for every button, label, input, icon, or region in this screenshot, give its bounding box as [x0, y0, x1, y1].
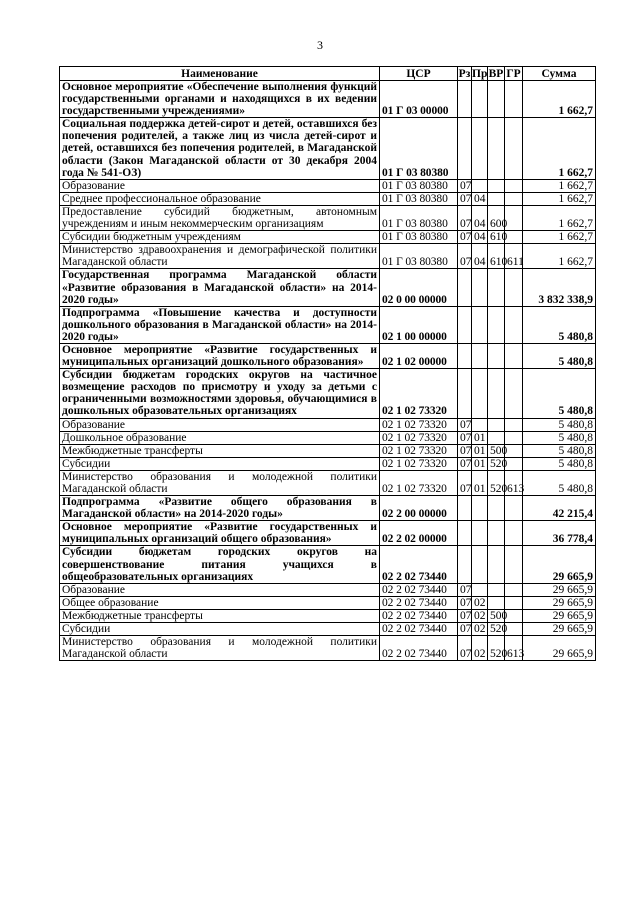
cell-sum: 1 662,7: [523, 244, 596, 269]
cell-sum: 42 215,4: [523, 496, 596, 521]
cell-gr: [505, 306, 523, 343]
table-row: [60, 118, 596, 179]
cell-sum: 29 665,9: [523, 596, 596, 609]
table-row: [60, 244, 596, 269]
cell-sum: 29 665,9: [523, 609, 596, 622]
table-row: [60, 623, 596, 636]
cell-sum: 5 480,8: [523, 470, 596, 495]
cell-vr: [488, 431, 505, 444]
cell-vr: [488, 546, 505, 583]
table-row: [60, 81, 596, 118]
cell-rz: 07: [458, 470, 472, 495]
cell-rz: 07: [458, 583, 472, 596]
cell-csr: 02 2 02 73440: [380, 583, 458, 596]
cell-sum: 1 662,7: [523, 179, 596, 192]
table-row: [60, 444, 596, 457]
cell-name: Министерство здравоохранения и демографической политики Магаданской области: [60, 244, 380, 269]
header-gr: ГР: [506, 67, 521, 80]
cell-csr: 02 1 00 00000: [380, 306, 458, 343]
cell-vr: [488, 179, 505, 192]
cell-csr: 02 2 02 73440: [380, 546, 458, 583]
cell-name: Образование: [60, 418, 380, 431]
cell-vr: [488, 521, 505, 546]
cell-name: Подпрограмма «Повышение качества и доступности дошкольного образования в Магаданской области» на 2014-2020 годы»: [60, 306, 380, 343]
table-header-row: [60, 67, 596, 81]
cell-gr: [505, 118, 523, 179]
cell-rz: [458, 118, 472, 179]
cell-name: Основное мероприятие «Развитие государственных и муниципальных организаций дошкольного образования»: [60, 343, 380, 368]
cell-name: Субсидии бюджетным учреждениям: [60, 231, 380, 244]
cell-vr: 520: [488, 636, 505, 661]
cell-pr: 01: [472, 457, 488, 470]
cell-vr: 610: [488, 231, 505, 244]
cell-vr: [488, 269, 505, 306]
table-row: [60, 306, 596, 343]
table-row: [60, 470, 596, 495]
cell-gr: [505, 205, 523, 230]
table-row: [60, 583, 596, 596]
cell-sum: 1 662,7: [523, 192, 596, 205]
cell-gr: [505, 431, 523, 444]
cell-rz: 07: [458, 444, 472, 457]
cell-gr: [505, 179, 523, 192]
cell-gr: 611: [505, 244, 523, 269]
table-row: [60, 343, 596, 368]
cell-rz: 07: [458, 192, 472, 205]
cell-name: Социальная поддержка детей-сирот и детей, оставшихся без попечения родителей, а также лиц из числа детей-сирот и детей, оставшихся без попечения родителей, в Магаданской области (Закон Магаданской области от 30 декабря 2004 года № 541-ОЗ): [60, 118, 380, 179]
cell-rz: 07: [458, 636, 472, 661]
cell-csr: 02 1 02 73320: [380, 431, 458, 444]
cell-pr: [472, 179, 488, 192]
cell-vr: 600: [488, 205, 505, 230]
cell-rz: [458, 369, 472, 418]
table-row: [60, 192, 596, 205]
cell-pr: [472, 343, 488, 368]
cell-sum: 5 480,8: [523, 444, 596, 457]
cell-rz: [458, 269, 472, 306]
cell-csr: 02 1 02 73320: [380, 444, 458, 457]
cell-vr: [488, 596, 505, 609]
cell-name: Государственная программа Магаданской области «Развитие образования в Магаданской области» на 2014-2020 годы»: [60, 269, 380, 306]
budget-table: [59, 66, 596, 661]
table-row: [60, 431, 596, 444]
cell-vr: 520: [488, 623, 505, 636]
cell-rz: 07: [458, 431, 472, 444]
cell-csr: 01 Г 03 80380: [380, 118, 458, 179]
table-row: [60, 179, 596, 192]
cell-sum: 29 665,9: [523, 636, 596, 661]
cell-rz: [458, 81, 472, 118]
cell-pr: 04: [472, 244, 488, 269]
cell-vr: 520: [488, 470, 505, 495]
cell-sum: 5 480,8: [523, 306, 596, 343]
cell-gr: [505, 546, 523, 583]
cell-name: Министерство образования и молодежной политики Магаданской области: [60, 636, 380, 661]
cell-rz: [458, 546, 472, 583]
table-row: [60, 546, 596, 583]
cell-name: Министерство образования и молодежной политики Магаданской области: [60, 470, 380, 495]
cell-csr: 02 1 02 73320: [380, 457, 458, 470]
cell-gr: [505, 192, 523, 205]
cell-pr: 02: [472, 609, 488, 622]
cell-gr: [505, 369, 523, 418]
cell-vr: 520: [488, 457, 505, 470]
cell-pr: 01: [472, 444, 488, 457]
cell-name: Субсидии: [60, 623, 380, 636]
cell-csr: 02 2 02 73440: [380, 609, 458, 622]
header-name: Наименование: [60, 67, 380, 81]
cell-csr: 01 Г 03 80380: [380, 244, 458, 269]
cell-csr: 02 2 02 73440: [380, 636, 458, 661]
cell-pr: [472, 496, 488, 521]
cell-pr: [472, 118, 488, 179]
cell-name: Предоставление субсидий бюджетным, автономным учреждениям и иным некоммерческим организациям: [60, 205, 380, 230]
cell-sum: 5 480,8: [523, 418, 596, 431]
cell-rz: 07: [458, 244, 472, 269]
cell-gr: [505, 269, 523, 306]
table-row: [60, 418, 596, 431]
cell-pr: [472, 521, 488, 546]
cell-name: Основное мероприятие «Развитие государственных и муниципальных организаций общего образования»: [60, 521, 380, 546]
page-number: 3: [317, 38, 323, 52]
table-row: [60, 521, 596, 546]
cell-name: Образование: [60, 583, 380, 596]
cell-pr: 04: [472, 192, 488, 205]
cell-csr: 01 Г 03 80380: [380, 192, 458, 205]
table-row: [60, 269, 596, 306]
cell-csr: 02 0 00 00000: [380, 269, 458, 306]
cell-gr: [505, 418, 523, 431]
cell-vr: [488, 306, 505, 343]
cell-pr: 04: [472, 205, 488, 230]
cell-pr: [472, 546, 488, 583]
cell-vr: 500: [488, 609, 505, 622]
cell-sum: 1 662,7: [523, 81, 596, 118]
cell-rz: 07: [458, 623, 472, 636]
cell-pr: [472, 583, 488, 596]
cell-pr: 01: [472, 431, 488, 444]
cell-vr: [488, 418, 505, 431]
cell-rz: [458, 496, 472, 521]
cell-csr: 02 1 02 73320: [380, 470, 458, 495]
cell-name: Среднее профессиональное образование: [60, 192, 380, 205]
cell-pr: [472, 81, 488, 118]
cell-sum: 1 662,7: [523, 118, 596, 179]
cell-gr: [505, 444, 523, 457]
table-row: [60, 609, 596, 622]
cell-name: Основное мероприятие «Обеспечение выполнения функций государственными органами и находящихся в их ведении государственными учреждениями»: [60, 81, 380, 118]
header-csr: ЦСР: [380, 67, 458, 81]
cell-pr: 01: [472, 470, 488, 495]
cell-gr: [505, 521, 523, 546]
cell-gr: [505, 596, 523, 609]
table-row: [60, 205, 596, 230]
cell-vr: [488, 192, 505, 205]
cell-sum: 1 662,7: [523, 231, 596, 244]
cell-gr: 613: [505, 470, 523, 495]
cell-pr: [472, 269, 488, 306]
cell-csr: 02 2 02 73440: [380, 596, 458, 609]
cell-vr: [488, 583, 505, 596]
cell-vr: 500: [488, 444, 505, 457]
cell-rz: 07: [458, 457, 472, 470]
cell-sum: 29 665,9: [523, 583, 596, 596]
table-row: [60, 369, 596, 418]
cell-gr: 613: [505, 636, 523, 661]
cell-sum: 5 480,8: [523, 457, 596, 470]
cell-gr: [505, 343, 523, 368]
table-row: [60, 596, 596, 609]
cell-name: Межбюджетные трансферты: [60, 444, 380, 457]
cell-csr: 02 1 02 73320: [380, 418, 458, 431]
cell-pr: [472, 418, 488, 431]
cell-rz: 07: [458, 205, 472, 230]
cell-pr: [472, 369, 488, 418]
cell-vr: [488, 369, 505, 418]
cell-pr: 02: [472, 596, 488, 609]
header-sum: Сумма: [523, 67, 596, 81]
cell-gr: [505, 583, 523, 596]
cell-gr: [505, 81, 523, 118]
cell-vr: 610: [488, 244, 505, 269]
cell-csr: 02 1 02 00000: [380, 343, 458, 368]
header-pr: Пр: [472, 67, 488, 80]
cell-rz: 07: [458, 231, 472, 244]
header-vr: ВР: [488, 67, 504, 80]
cell-name: Субсидии бюджетам городских округов на совершенствование питания учащихся в общеобразовательных организациях: [60, 546, 380, 583]
cell-gr: [505, 496, 523, 521]
cell-rz: [458, 521, 472, 546]
cell-rz: [458, 306, 472, 343]
cell-sum: 1 662,7: [523, 205, 596, 230]
cell-csr: 01 Г 03 80380: [380, 179, 458, 192]
cell-name: Образование: [60, 179, 380, 192]
cell-pr: 04: [472, 231, 488, 244]
cell-sum: 5 480,8: [523, 343, 596, 368]
table-row: [60, 496, 596, 521]
cell-vr: [488, 343, 505, 368]
cell-vr: [488, 496, 505, 521]
cell-vr: [488, 81, 505, 118]
cell-csr: 01 Г 03 80380: [380, 205, 458, 230]
cell-name: Дошкольное образование: [60, 431, 380, 444]
cell-rz: 07: [458, 418, 472, 431]
cell-name: Общее образование: [60, 596, 380, 609]
cell-sum: 5 480,8: [523, 369, 596, 418]
cell-sum: 36 778,4: [523, 521, 596, 546]
cell-rz: 07: [458, 596, 472, 609]
cell-gr: [505, 231, 523, 244]
cell-rz: 07: [458, 609, 472, 622]
cell-name: Межбюджетные трансферты: [60, 609, 380, 622]
table-row: [60, 636, 596, 661]
header-rz: Рз: [458, 67, 471, 80]
cell-rz: 07: [458, 179, 472, 192]
cell-csr: 01 Г 03 80380: [380, 231, 458, 244]
cell-csr: 02 2 02 73440: [380, 623, 458, 636]
cell-sum: 29 665,9: [523, 623, 596, 636]
cell-pr: 02: [472, 636, 488, 661]
cell-name: Субсидии бюджетам городских округов на частичное возмещение расходов по присмотру и уходу за детьми с ограниченными возможностями здоровья, обучающимися в дошкольных образовательных организациях: [60, 369, 380, 418]
table-body: [60, 81, 596, 661]
cell-name: Субсидии: [60, 457, 380, 470]
table-row: [60, 457, 596, 470]
cell-rz: [458, 343, 472, 368]
cell-pr: 02: [472, 623, 488, 636]
cell-sum: 29 665,9: [523, 546, 596, 583]
cell-csr: 02 2 00 00000: [380, 496, 458, 521]
cell-gr: [505, 623, 523, 636]
cell-name: Подпрограмма «Развитие общего образования в Магаданской области» на 2014-2020 годы»: [60, 496, 380, 521]
cell-sum: 5 480,8: [523, 431, 596, 444]
cell-csr: 02 2 02 00000: [380, 521, 458, 546]
cell-csr: 02 1 02 73320: [380, 369, 458, 418]
cell-vr: [488, 118, 505, 179]
cell-pr: [472, 306, 488, 343]
table-row: [60, 231, 596, 244]
cell-gr: [505, 609, 523, 622]
cell-gr: [505, 457, 523, 470]
cell-sum: 3 832 338,9: [523, 269, 596, 306]
cell-csr: 01 Г 03 00000: [380, 81, 458, 118]
